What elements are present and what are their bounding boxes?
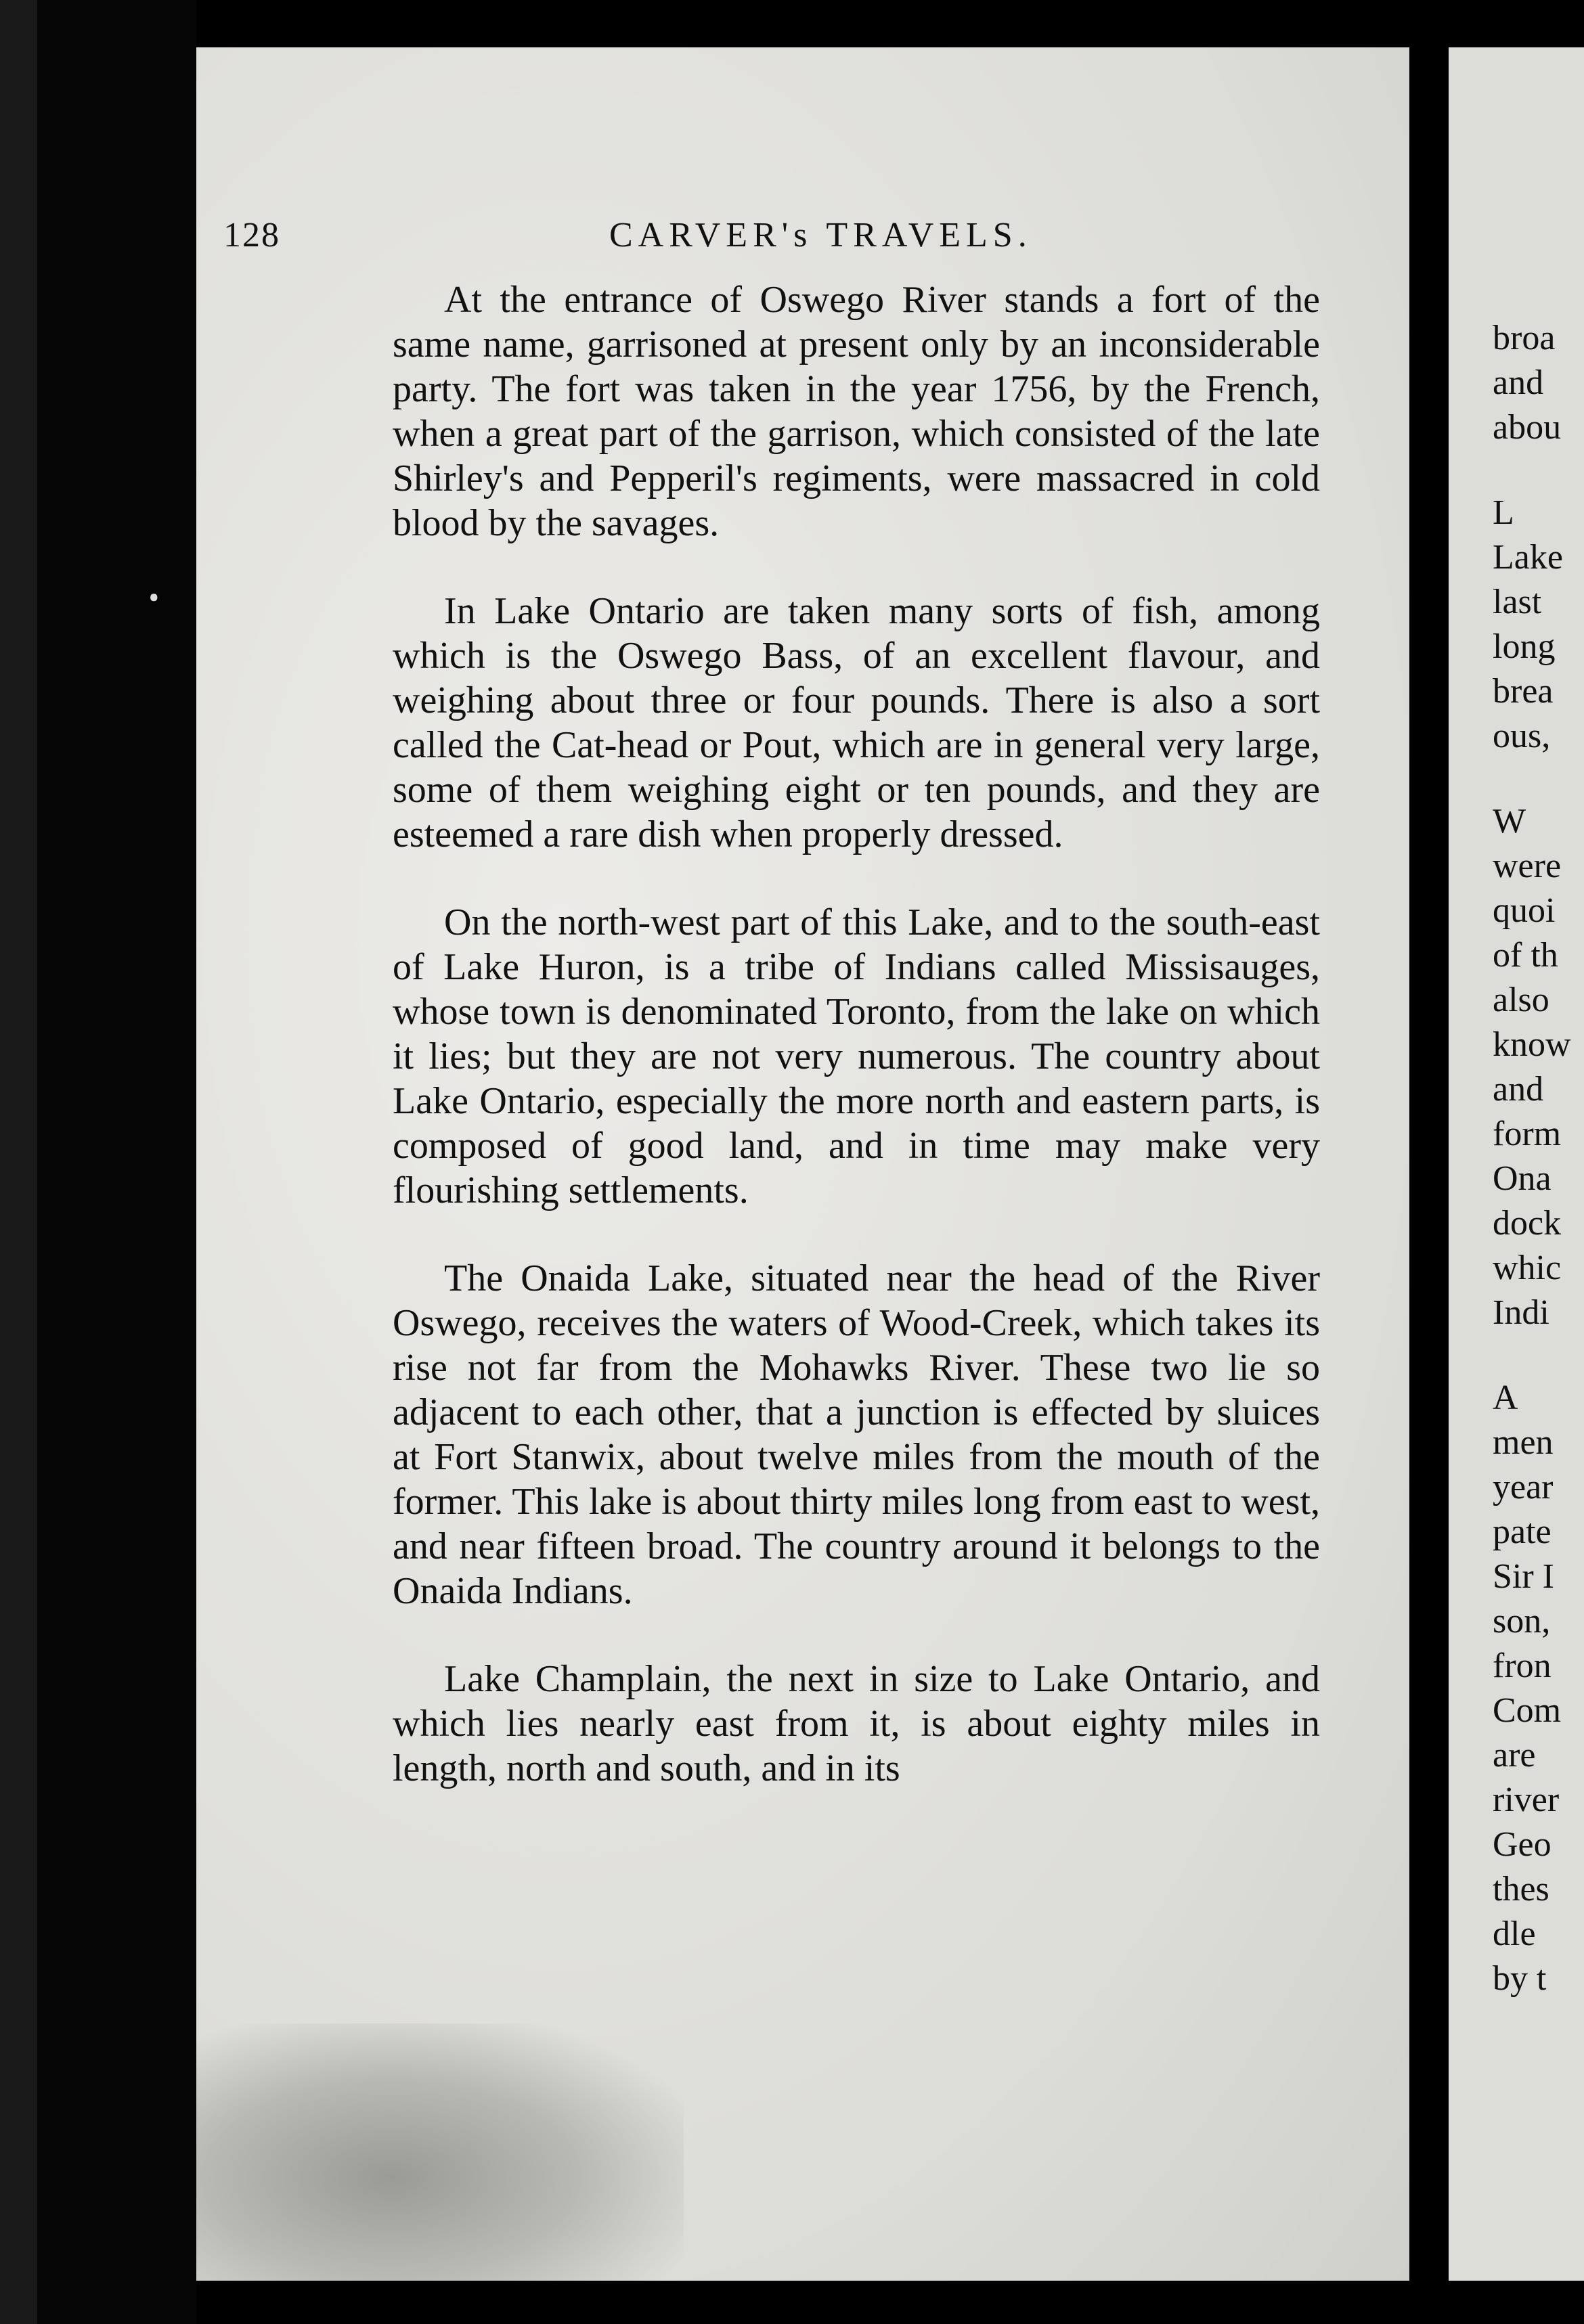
facing-page-line: and [1493,363,1544,402]
facing-page-line: A [1493,1379,1518,1417]
facing-page-line: quoi [1493,891,1556,930]
facing-page-line: are [1493,1736,1536,1774]
facing-page-line: W [1493,802,1526,841]
facing-page-line: dock [1493,1204,1562,1243]
facing-page-line: year [1493,1468,1554,1506]
facing-page-line: men [1493,1423,1554,1462]
facing-page-line: L [1493,493,1514,532]
page-number: 128 [223,216,280,254]
facing-page-line: ous, [1493,717,1551,755]
paragraph-lake-ontario-fish: In Lake Ontario are taken many sorts of fish, among which is the Oswego Bass, of an excellent flavour, and weighing about three or four pounds. There is also a sort called the Cat-head or Pout, which are in general very large, some of them weighing eight or ten pounds, and they are esteemed a rare dish when properly dressed. [393,590,1320,855]
facing-page-line: son, [1493,1602,1551,1640]
facing-page-line: of th [1493,936,1558,975]
margin-mark: ꞏ [148,576,160,621]
facing-page-line: and [1493,1070,1544,1109]
running-title: CARVER's TRAVELS. [609,216,1032,254]
paragraph-onaida-lake: The Onaida Lake, situated near the head of the River Oswego, receives the waters of Wood-Creek, which takes its rise not far from the Mohawks River. These two lie so adjacent to each other, that a junction is effected by sluices at Fort Stanwix, about twelve miles from the mouth of the former. This lake is about thirty miles long from east to west, and near fifteen broad. The country around it belongs to the Onaida Indians. [393,1257,1320,1612]
page-stain [196,2024,684,2281]
scan-left-edge [0,0,37,2324]
facing-page-line: also [1493,981,1549,1019]
facing-page-line: dle [1493,1915,1536,1953]
facing-page-line: Lake [1493,538,1563,577]
facing-page-line: thes [1493,1870,1549,1908]
facing-page-line: know [1493,1025,1571,1064]
facing-page-line: broa [1493,319,1556,357]
facing-page-line: fron [1493,1647,1552,1685]
book-gutter [1409,0,1449,2324]
facing-page-line: Indi [1493,1293,1549,1332]
facing-page-line: Ona [1493,1159,1552,1198]
facing-page-line: abou [1493,408,1562,447]
facing-page-line: Com [1493,1691,1562,1730]
facing-page-line: whic [1493,1249,1562,1287]
facing-page-line: Sir I [1493,1557,1554,1596]
body-text [393,277,1320,1834]
page-header [223,215,1374,263]
facing-page-line: Geo [1493,1825,1552,1864]
facing-page-line: were [1493,847,1562,885]
facing-page-line: brea [1493,672,1554,711]
facing-page-line: river [1493,1781,1560,1819]
facing-page-line: pate [1493,1513,1552,1551]
paragraph-oswego-fort: At the entrance of Oswego River stands a fort of the same name, garrisoned at present only by an inconsiderable party. The fort was taken in the year 1756, by the French, when a great part of the garrison, which consisted of the late Shirley's and Pepperil's regiments, were massacred in cold blood by the savages. [393,279,1320,544]
facing-page-line: long [1493,627,1556,666]
paragraph-missisauges: On the north-west part of this Lake, and to the south-east of Lake Huron, is a tribe of Indians called Missisauges, whose town is denominated Toronto, from the lake on which it lies; but they are not very numerous. The country about Lake Ontario, especially the more north and eastern parts, is composed of good land, and in time may make very flourishing settlements. [393,901,1320,1211]
facing-page-line: form [1493,1115,1562,1153]
facing-page-line: by t [1493,1959,1547,1998]
paragraph-lake-champlain: Lake Champlain, the next in size to Lake Ontario, and which lies nearly east from it, is about eighty miles in length, north and south, and in its [393,1658,1320,1789]
facing-page-line: last [1493,583,1542,621]
